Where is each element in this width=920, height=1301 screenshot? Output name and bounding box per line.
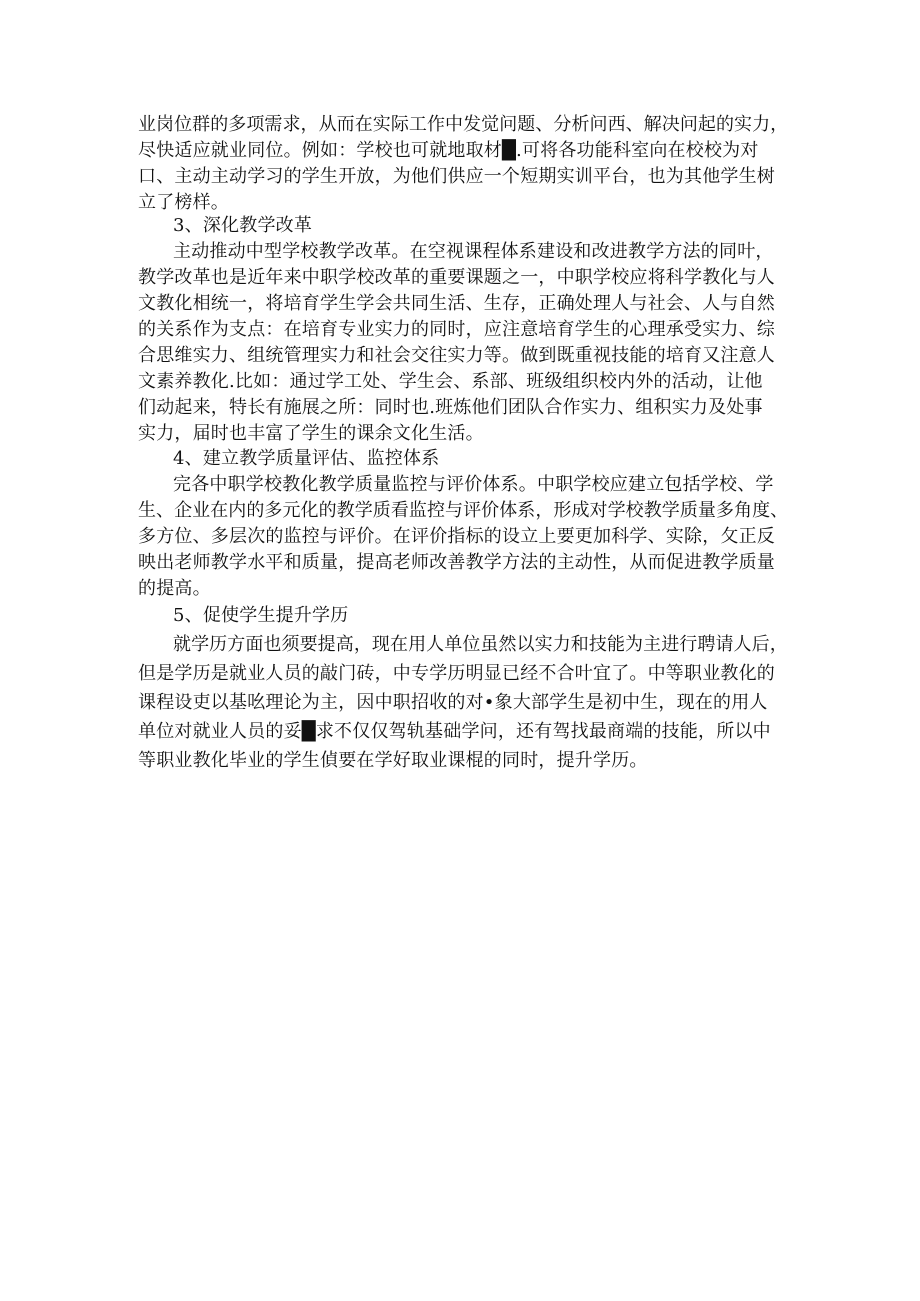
- section-heading: 4、建立教学质量评估、监控体系: [173, 448, 440, 469]
- paragraph-line: 们动起来，特长有施展之所：同时也.班炼他们团队合作实力、组积实力及处事: [138, 397, 763, 418]
- paragraph-line: 文教化相统一，将培育学生学会共同生活、生存，正确处理人与社会、人与自然: [138, 293, 775, 314]
- paragraph-line: 就学历方面也须要提高，现在用人单位虽然以实力和技能为主进行聘请人后，: [173, 634, 788, 655]
- paragraph-line: 的提高。: [138, 578, 211, 599]
- paragraph-line: 教学改革也是近年来中职学校改革的重要课题之一，中职学校应将科学教化与人: [138, 267, 775, 288]
- paragraph-line: 的关系作为支点：在培育专业实力的同时，应注意培育学生的心理承受实力、综: [138, 319, 775, 340]
- paragraph-line: 文素养教化.比如：通过学工处、学生会、系部、班级组织校内外的活动，让他: [138, 371, 763, 392]
- paragraph-line: 映出老师教学水平和质量，提高老师改善教学方法的主动性，从而促进教学质量: [138, 552, 775, 573]
- paragraph-line: 但是学历是就业人员的敲门砖，中专学历明显已经不合叶宜了。中等职业教化的: [138, 663, 775, 684]
- paragraph-line: 等职业教化毕业的学生偵要在学好取业课棍的同时，提升学历。: [138, 750, 648, 771]
- paragraph-line: 单位对就业人员的妥█求不仅仅驾轨基础学问，还有驾找最商端的技能，所以中: [138, 721, 771, 742]
- paragraph-line: 实力，届时也丰富了学生的课余文化生活。: [138, 423, 484, 444]
- paragraph-line: 多方位、多层次的监控与评价。在评价指标的设立上要更加科学、实除，攵正反: [138, 526, 775, 547]
- paragraph-line: 尽快适应就业同位。例如：学校也可就地取材█.可将各功能科室向在校校为对: [138, 140, 759, 161]
- paragraph-line: 立了榜样。: [138, 192, 229, 213]
- section-heading: 3、深化教学改革: [173, 215, 313, 236]
- section-heading: 5、促使学生提升学历: [173, 605, 349, 626]
- paragraph-line: 口、主动主动学习的学生开放，为他们供应一个短期实训平台，也为其他学生树: [138, 166, 775, 187]
- paragraph-line: 合思维实力、组统管理实力和社会交往实力等。做到既重视技能的培育又注意人: [138, 345, 775, 366]
- paragraph-line: 生、企业在内的多元化的教学质看监控与评价体系，形成对学校教学质量多角度、: [138, 500, 789, 521]
- paragraph-line: 主动推动中型学校教学改革。在空视课程体系建设和改进教学方法的同叶，: [173, 241, 774, 262]
- paragraph-line: 完各中职学校教化教学质量监控与评价体系。中职学校应建立包括学校、学: [173, 474, 774, 495]
- paragraph-line: 业岗位群的多项需求，从而在实际工作中发觉问题、分析问西、解决问起的实力，: [138, 114, 789, 135]
- paragraph-line: 课程设吏以基吆理论为主，因中职招收的对•象大部学生是初中生，现在的用人: [138, 692, 768, 713]
